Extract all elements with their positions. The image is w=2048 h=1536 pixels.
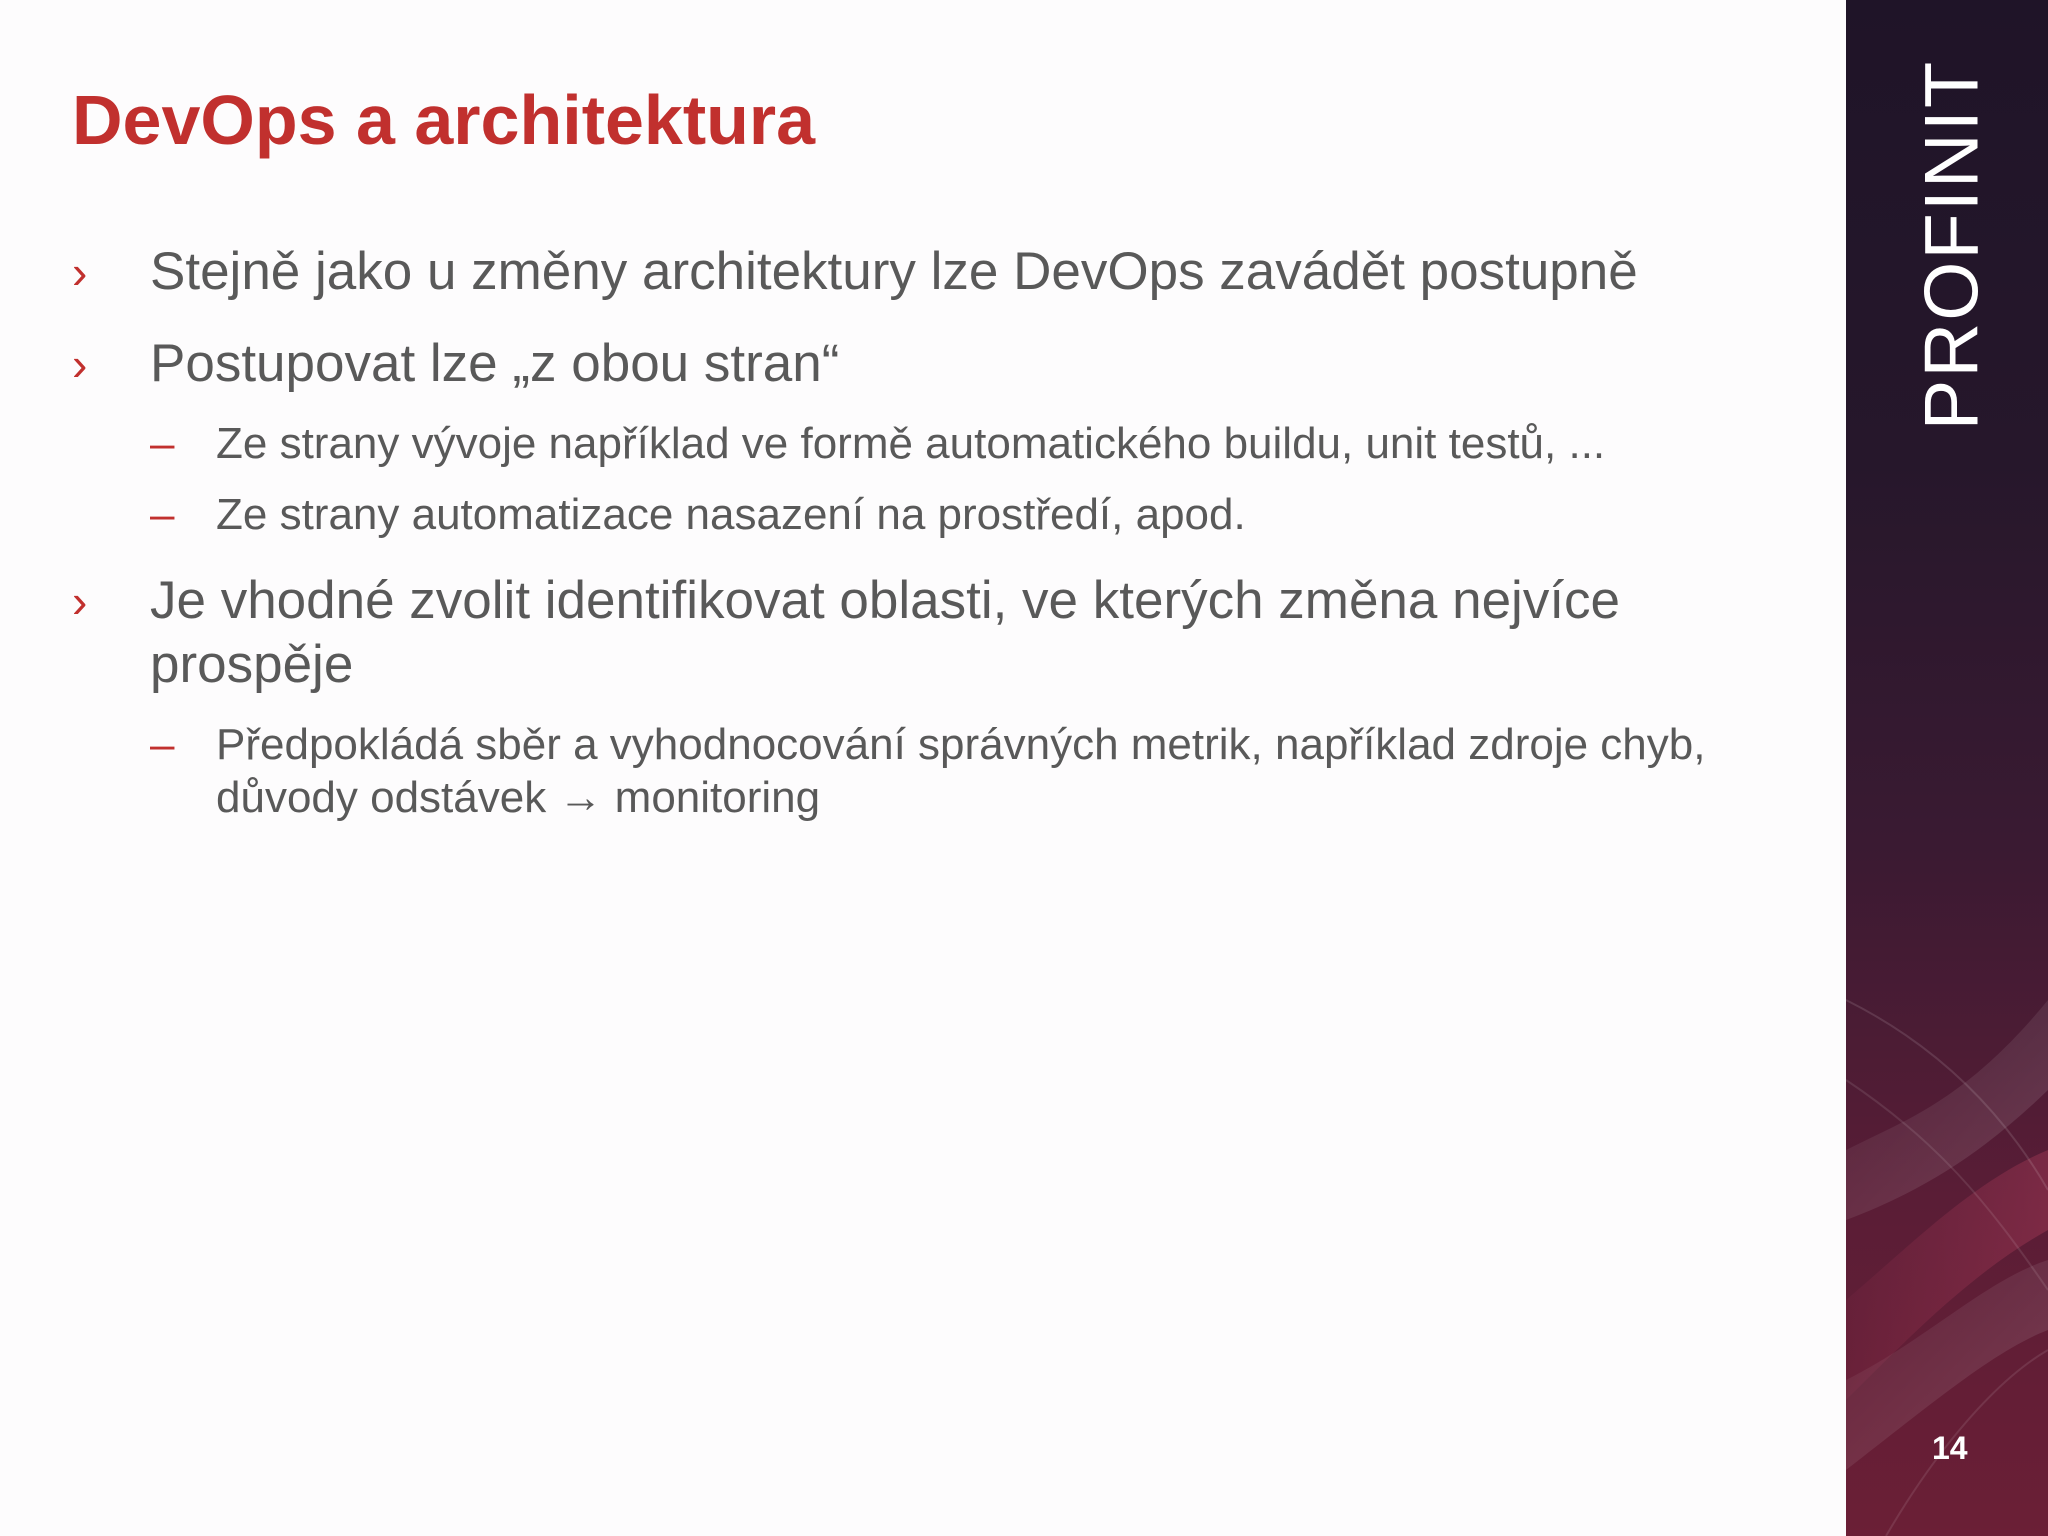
bullet-chevron-icon: › (72, 246, 88, 298)
brand-logo (1846, 0, 2048, 460)
sub-bullet-text: Ze strany vývoje například ve formě automatického buildu, unit testů, ... (216, 419, 1606, 468)
bullet-dash-icon: – (150, 490, 175, 539)
bullet-dash-icon: – (150, 419, 175, 468)
sub-bullet-text: Předpokládá sběr a vyhodnocování správných metrik, například zdroje chyb, důvody odstávek → monitoring (216, 720, 1706, 822)
bullet-text: Stejně jako u změny architektury lze DevOps zavádět postupně (150, 242, 1638, 301)
slide-title: DevOps a architektura (72, 81, 816, 159)
bullet-dash-icon: – (150, 720, 175, 769)
brand-logo-text: PROFINIT (1909, 59, 1995, 431)
sub-bullet-text: Ze strany automatizace nasazení na prostředí, apod. (216, 490, 1246, 539)
page-number: 14 (1932, 1430, 1968, 1466)
bullet-text: Je vhodné zvolit identifikovat oblasti, ve kterých změna nejvíce prospěje (150, 571, 1621, 694)
bullet-text: Postupovat lze „z obou stran“ (150, 334, 840, 393)
bullet-chevron-icon: › (72, 575, 88, 627)
bullet-chevron-icon: › (72, 338, 88, 390)
